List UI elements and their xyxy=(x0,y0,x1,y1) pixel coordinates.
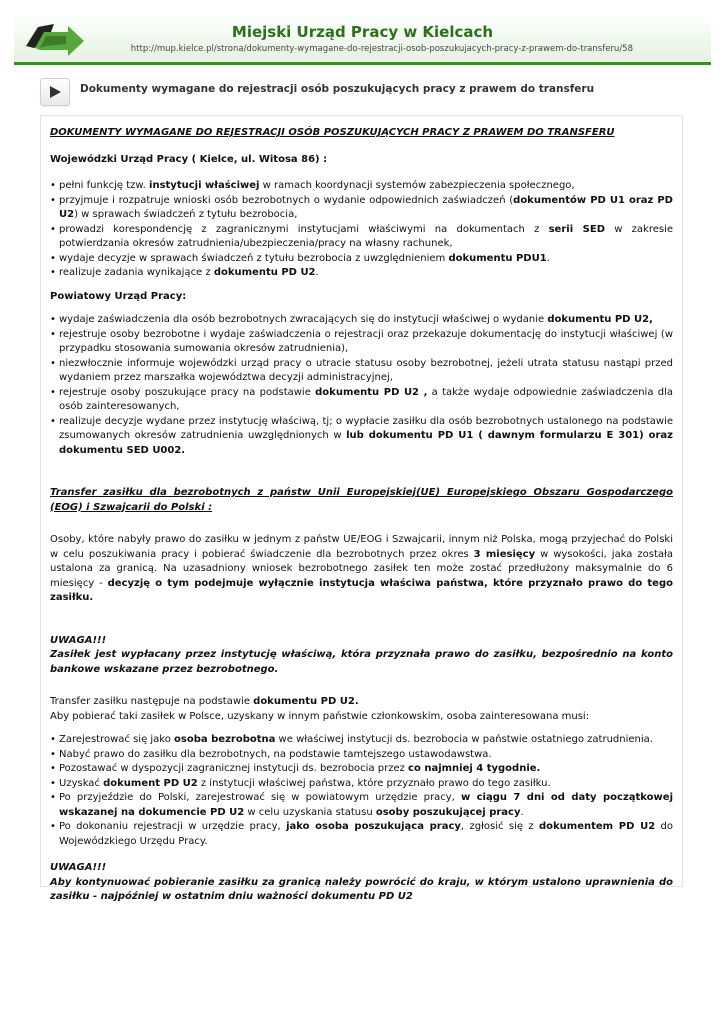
abroad-intro: Aby pobierać taki zasiłek w Polsce, uzyskany w innym państwie członkowskim, osoba zainteresowana musi: xyxy=(50,710,590,722)
warning-label-1: UWAGA!!! xyxy=(50,634,107,646)
text: a także wydaje odpowiednie zaświadczenia dla osób zainteresowanych, xyxy=(59,386,673,412)
text: . xyxy=(315,267,319,278)
text: prowadzi korespondencję z zagranicznymi instytucjami właściwymi na dokumentach z xyxy=(59,223,549,235)
bold-text: serii SED xyxy=(548,223,606,235)
play-arrow-icon xyxy=(50,86,61,98)
pup-heading: Powiatowy Urząd Pracy: xyxy=(50,290,187,302)
text: rejestruje osoby bezrobotne i wydaje zaświadczenia o rejestracji oraz przekazuje dokumentację do instytucji właściwej (w przypadku stosowania sumowania okresów zatrudnienia), xyxy=(59,328,673,354)
text: Osoby, które nabyły prawo do zasiłku w jednym z państw UE/EOG i Szwajcarii, innym niż Polska, mogą przyjechać do Polski w celu poszukiwania pracy i pobierać świadczenie dla bezrobotnych przez okres xyxy=(50,534,673,560)
text: Nabyć prawo do zasiłku dla bezrobotnych, na podstawie tamtejszego ustawodawstwa. xyxy=(59,748,492,760)
text: w celu uzyskania statusu xyxy=(244,806,376,818)
article-content xyxy=(40,115,683,902)
text: do Wojewódzkiego Urzędu Pracy. xyxy=(59,821,673,847)
wup-heading: Wojewódzki Urząd Pracy ( Kielce, ul. Witosa 86) : xyxy=(50,153,328,165)
bold-text: instytucji właściwej xyxy=(149,180,260,191)
warning-text-1: Zasiłek jest wypłacany przez instytucję właściwą, która przyznała prawo do zasiłku, bezpośrednio na konto bankowe wskazane przez bezrobotnego. xyxy=(50,649,673,675)
list-item xyxy=(50,733,673,748)
list-item xyxy=(50,223,673,252)
text: . xyxy=(520,806,524,818)
list-item xyxy=(50,252,673,267)
bold-text: osoba bezrobotna xyxy=(174,734,276,745)
text: w wysokości, jaka została ustalona za granicą. Na uzasadniony wniosek bezrobotnego zasiłek ten może zostać przedłużony maksymalnie do 6 miesięcy - xyxy=(50,548,673,589)
bold-text: jako osoba poszukująca pracy xyxy=(286,821,461,832)
bold-text: dokument PD U2 xyxy=(103,777,198,789)
list-item xyxy=(50,179,673,194)
bold-text: 3 miesięcy xyxy=(473,548,536,560)
text: w zakresie potwierdzania okresów zatrudnienia/ubezpieczenia/pracy na własny rachunek, xyxy=(59,223,674,249)
bold-text: dokumentu PD U2 , xyxy=(315,386,428,398)
steps-list xyxy=(50,733,673,849)
list-item xyxy=(50,791,673,820)
list-item xyxy=(50,762,673,777)
text: realizuje zadania wynikające z xyxy=(59,267,214,278)
site-title[interactable]: Miejski Urząd Pracy w Kielcach xyxy=(231,23,494,41)
warning-text-2: Aby kontynuować pobieranie zasiłku za granicą należy powrócić do kraju, w którym ustalono uprawnienia do zasiłku - najpóźniej w ostatnim dniu ważności dokumentu PD U2 xyxy=(50,876,673,902)
list-item xyxy=(50,357,673,386)
list-item xyxy=(50,748,673,763)
text: Zarejestrować się jako xyxy=(59,734,175,745)
list-item xyxy=(50,194,673,223)
bold-text: co najmniej 4 tygodnie. xyxy=(408,763,541,774)
bold-text: dokumentu PD U2 xyxy=(213,267,316,278)
list-item xyxy=(50,386,673,415)
list-item xyxy=(50,313,673,328)
page-title: Dokumenty wymagane do rejestracji osób poszukujących pracy z prawem do transferu xyxy=(80,83,595,95)
text: Pozostawać w dyspozycji zagranicznej instytucji ds. bezrobocia przez xyxy=(59,763,409,774)
bold-text: dokumentu PD U2, xyxy=(547,314,653,325)
navigate-arrow-button[interactable] xyxy=(40,78,70,106)
text: przyjmuje i rozpatruje wnioski osób bezrobotnych o wydanie odpowiednich zaświadczeń ( xyxy=(59,194,514,206)
text: we właściwej instytucji ds. bezrobocia w państwie ostatniego zatrudnienia. xyxy=(275,734,653,745)
bold-text: lub dokumentu PD U1 ( dawnym formularzu E 301) oraz dokumentu SED U002. xyxy=(59,430,674,456)
text: z instytucji właściwej państwa, które przyznało prawo do tego zasiłku. xyxy=(197,777,551,789)
site-header xyxy=(14,14,711,65)
list-item xyxy=(50,328,673,357)
transfer-paragraph xyxy=(50,533,673,606)
list-item xyxy=(50,777,673,792)
bold-text: dokumentem PD U2 xyxy=(539,821,656,832)
text: w ramach koordynacji systemów zabezpieczenia społecznego, xyxy=(259,180,575,191)
bold-text: decyzję o tym podejmuje wyłącznie instytucja właściwa państwa, które przyznało prawo do tego zasiłku. xyxy=(50,577,673,603)
transfer-heading: Transfer zasiłku dla bezrobotnych z państw Unii Europejskiej(UE) Europejskiego Obszaru Gospodarczego (EOG) i Szwajcarii do Polski : xyxy=(50,487,673,513)
text: rejestruje osoby poszukujące pracy na podstawie xyxy=(59,386,316,398)
bold-text: dokumentu PDU1 xyxy=(448,252,547,264)
bold-text: dokumentu PD U2. xyxy=(253,696,359,707)
text: Uzyskać xyxy=(59,777,104,789)
breadcrumb xyxy=(40,76,685,106)
bold-text: osoby poszukującej pracy xyxy=(375,806,521,818)
transfer-basis xyxy=(50,695,673,710)
text: pełni funkcję tzw. xyxy=(59,180,150,191)
pup-list xyxy=(50,313,673,458)
text: wydaje zaświadczenia dla osób bezrobotnych zwracających się do instytucji właściwej o wydanie xyxy=(59,314,548,325)
text: Po przyjeździe do Polski, zarejestrować się w powiatowym urzędzie pracy, xyxy=(59,792,461,803)
text: . xyxy=(546,252,550,264)
text: realizuje decyzje wydane przez instytucję właściwą, tj; o wypłacie zasiłku dla osób bezrobotnych ustalonego na podstawie zsumowanych okresów zatrudnienia uwzględnionych w xyxy=(59,415,673,441)
text: , zgłosić się z xyxy=(460,821,539,832)
text: Transfer zasiłku następuje na podstawie xyxy=(50,696,254,707)
bold-text: dokumentów PD U1 oraz PD U2 xyxy=(59,194,673,220)
main-heading: DOKUMENTY WYMAGANE DO REJESTRACJI OSÓB POSZUKUJĄCYCH PRACY Z PRAWEM DO TRANSFERU xyxy=(50,127,615,138)
text: wydaje decyzje w sprawach świadczeń z tytułu bezrobocia z uwzględnieniem xyxy=(59,252,449,264)
warning-label-2: UWAGA!!! xyxy=(50,862,107,873)
text: Po dokonaniu rejestracji w urzędzie pracy, xyxy=(59,821,287,832)
text: ) w sprawach świadczeń z tytułu bezrobocia, xyxy=(74,209,298,220)
wup-list xyxy=(50,179,673,281)
text: niezwłocznie informuje wojewódzki urząd pracy o utracie statusu osoby bezrobotnej, jeżeli utrata statusu nastąpi przed wydaniem przez marszałka województwa decyzji administracyjnej, xyxy=(59,357,673,383)
page-url: http://mup.kielce.pl/strona/dokumenty-wymagane-do-rejestracji-osob-poszukujacych-pracy-z-prawem-do-transferu/58 xyxy=(130,44,633,54)
list-item xyxy=(50,415,673,459)
list-item xyxy=(50,266,673,281)
list-item xyxy=(50,820,673,849)
bold-text: w ciągu 7 dni od daty początkowej wskazanej na dokumencie PD U2 xyxy=(59,792,673,818)
